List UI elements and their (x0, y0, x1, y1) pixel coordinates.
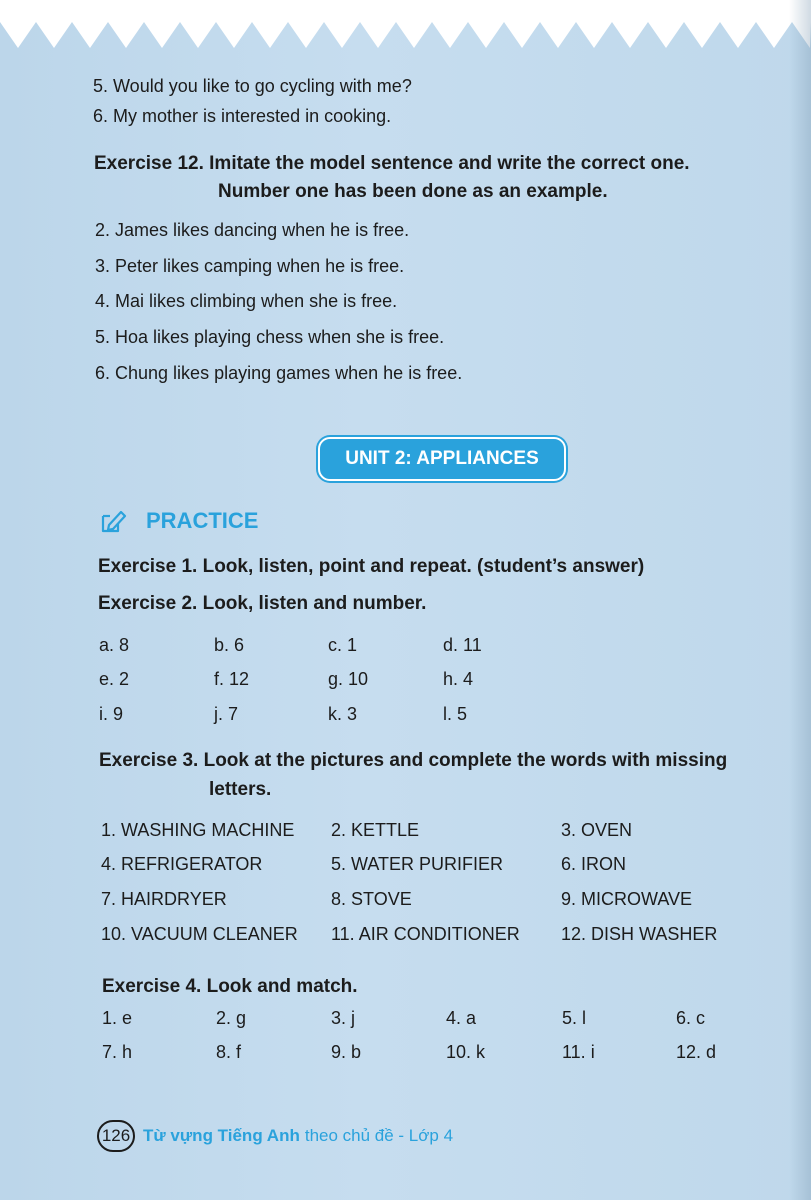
exercise-1-title: Exercise 1. Look, listen, point and repeat. (student’s answer) (98, 556, 645, 577)
exercise-2-answer: h. 4 (443, 669, 474, 689)
exercise-4-answer: 11. i (562, 1042, 595, 1062)
exercise-3-answer: 3. OVEN (561, 820, 633, 840)
exercise-3-answer: 9. MICROWAVE (561, 889, 693, 909)
exercise-4-answer: 12. d (676, 1042, 717, 1062)
exercise-3-answer: 11. AIR CONDITIONER (331, 924, 520, 944)
exercise-3-answer: 12. DISH WASHER (561, 924, 718, 944)
exercise-4-answer: 6. c (676, 1008, 706, 1028)
exercise-4-answer: 5. l (562, 1008, 587, 1028)
exercise-12-item: 6. Chung likes playing games when he is free. (95, 363, 463, 383)
exercise-12-item: 3. Peter likes camping when he is free. (95, 256, 405, 276)
exercise-3-answer: 1. WASHING MACHINE (101, 820, 295, 840)
exercise-2-answer: l. 5 (443, 704, 468, 724)
exercise-2-answer: j. 7 (214, 704, 239, 724)
exercise-4-answer: 7. h (102, 1042, 133, 1062)
exercise-3-answer: 4. REFRIGERATOR (101, 854, 263, 874)
exercise-4-answer: 8. f (216, 1042, 242, 1062)
exercise-3-answer: 2. KETTLE (331, 820, 420, 840)
exercise-12-title-line-2: Number one has been done as an example. (218, 181, 608, 202)
practice-heading (100, 508, 258, 534)
exercise-12-title-line-1: Exercise 12. Imitate the model sentence and write the correct one. (94, 153, 690, 174)
book-title-bold: Từ vựng Tiếng Anh (143, 1126, 300, 1145)
exercise-2-title: Exercise 2. Look, listen and number. (98, 593, 427, 614)
unit-banner: UNIT 2: APPLIANCES (318, 437, 566, 481)
exercise-2-answer: k. 3 (328, 704, 358, 724)
exercise-3-answer: 10. VACUUM CLEANER (101, 924, 298, 944)
pencil-note-icon (100, 508, 128, 534)
page-edge-shadow (789, 0, 811, 1200)
page-number: 126 (97, 1120, 135, 1152)
exercise-2-answer: i. 9 (99, 704, 124, 724)
page-footer (97, 1120, 453, 1152)
exercise-12-item: 2. James likes dancing when he is free. (95, 220, 410, 240)
exercise-12-item: 4. Mai likes climbing when she is free. (95, 291, 398, 311)
exercise-3-answer: 6. IRON (561, 854, 627, 874)
exercise-2-answer: a. 8 (99, 635, 130, 655)
exercise-4-answer: 2. g (216, 1008, 247, 1028)
exercise-2-answer: d. 11 (443, 635, 482, 655)
exercise-3-answer: 8. STOVE (331, 889, 412, 909)
exercise-12-item: 5. Hoa likes playing chess when she is free. (95, 327, 445, 347)
exercise-4-answer: 4. a (446, 1008, 477, 1028)
exercise-3-answer: 5. WATER PURIFIER (331, 854, 504, 874)
exercise-2-answer: e. 2 (99, 669, 130, 689)
exercise-3-title-line-1: Exercise 3. Look at the pictures and complete the words with missing (99, 750, 728, 771)
exercise-4-answer: 9. b (331, 1042, 362, 1062)
exercise-2-answer: b. 6 (214, 635, 245, 655)
top-item-5: 5. Would you like to go cycling with me? (93, 76, 412, 96)
exercise-2-answer: f. 12 (214, 669, 250, 689)
exercise-4-answer: 10. k (446, 1042, 486, 1062)
practice-label: PRACTICE (146, 508, 259, 533)
exercise-3-title-line-2: letters. (209, 779, 272, 800)
exercise-4-answer: 1. e (102, 1008, 133, 1028)
exercise-3-answer: 7. HAIRDRYER (101, 889, 227, 909)
exercise-4-title: Exercise 4. Look and match. (102, 976, 358, 997)
book-title-rest: theo chủ đề - Lớp 4 (304, 1126, 454, 1145)
exercise-4-answer: 3. j (331, 1008, 356, 1028)
top-item-6: 6. My mother is interested in cooking. (93, 106, 392, 126)
exercise-2-answer: g. 10 (328, 669, 369, 689)
zigzag-header-decoration (0, 0, 811, 60)
exercise-2-answer: c. 1 (328, 635, 358, 655)
